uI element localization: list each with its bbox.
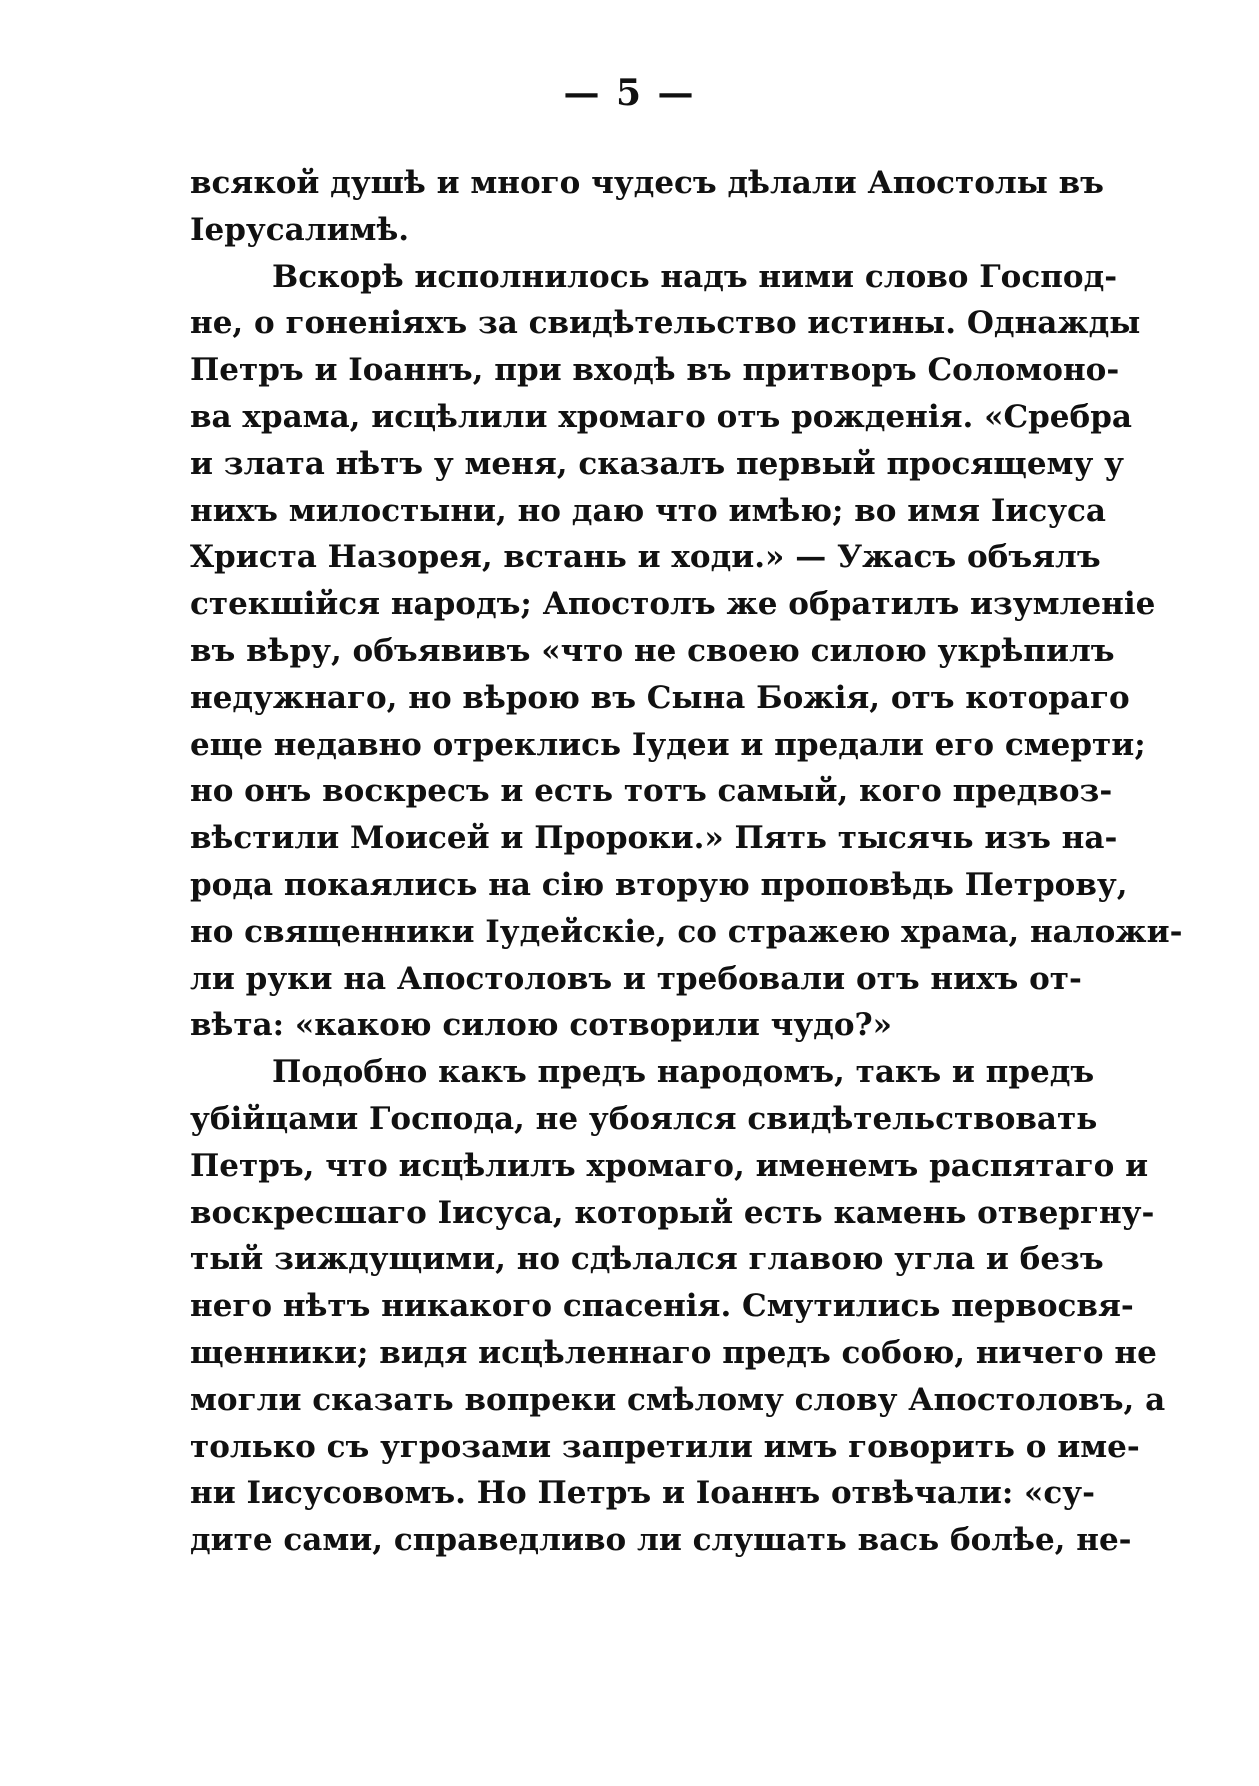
text-line: тый зиждущими, но сдѣлался главою угла и безъ bbox=[190, 1241, 1104, 1278]
text-line: еще недавно отреклись Іудеи и предали его смерти; bbox=[190, 726, 1146, 763]
text-line: рода покаялись на сію вторую проповѣдь Петрову, bbox=[190, 866, 1128, 903]
text-line: Христа Назорея, встань и ходи.» — Ужасъ объялъ bbox=[190, 539, 1101, 576]
page-number: — 5 — bbox=[563, 72, 696, 114]
body-text bbox=[190, 160, 1183, 1564]
text-line: Іерусалимѣ. bbox=[190, 211, 410, 248]
text-line: убійцами Господа, не убоялся свидѣтельствовать bbox=[190, 1100, 1098, 1137]
text-line: дите сами, справедливо ли слушать вась болѣе, не- bbox=[190, 1522, 1132, 1559]
text-line: него нѣтъ никакого спасенія. Смутились первосвя- bbox=[190, 1288, 1134, 1325]
text-line: только съ угрозами запретили имъ говорить о име- bbox=[190, 1428, 1140, 1465]
text-line: нихъ милостыни, но даю что имѣю; во имя Іисуса bbox=[190, 492, 1107, 529]
text-line: но онъ воскресъ и есть тотъ самый, кого предвоз- bbox=[190, 773, 1113, 810]
text-line: вѣта: «какою силою сотворили чудо?» bbox=[190, 1007, 893, 1044]
text-line: Подобно какъ предъ народомъ, такъ и предъ bbox=[272, 1054, 1095, 1091]
text-line: могли сказать вопреки смѣлому слову Апостоловъ, а bbox=[190, 1381, 1166, 1418]
text-line: воскресшаго Іисуса, который есть камень отвергну- bbox=[190, 1194, 1155, 1231]
text-line: Петръ и Іоаннъ, при входѣ въ притворъ Соломоно- bbox=[190, 352, 1120, 389]
text-line: щенники; видя исцѣленнаго предъ собою, ничего не bbox=[190, 1334, 1157, 1371]
text-line: недужнаго, но вѣрою въ Сына Божія, отъ котораго bbox=[190, 679, 1130, 716]
text-line: и злата нѣтъ у меня, сказалъ первый просящему у bbox=[190, 445, 1124, 482]
text-line: Вскорѣ исполнилось надъ ними слово Господ- bbox=[272, 258, 1118, 295]
text-line: въ вѣру, объявивъ «что не своею силою укрѣпилъ bbox=[190, 632, 1115, 669]
text-line: но священники Іудейскіе, со стражею храма, наложи- bbox=[190, 913, 1183, 950]
text-line: стекшійся народъ; Апостолъ же обратилъ изумленіе bbox=[190, 586, 1156, 623]
text-line: Петръ, что исцѣлилъ хромаго, именемъ распятаго и bbox=[190, 1147, 1149, 1184]
text-line: всякой душѣ и много чудесъ дѣлали Апостолы въ bbox=[190, 165, 1104, 201]
text-line: вѣстили Моисей и Пророки.» Пять тысячь изъ на- bbox=[190, 820, 1118, 857]
text-line: ли руки на Апостоловъ и требовали отъ нихъ от- bbox=[190, 960, 1082, 997]
text-line: ни Іисусовомъ. Но Петръ и Іоаннъ отвѣчали: «су- bbox=[190, 1475, 1096, 1512]
text-line: ва храма, исцѣлили хромаго отъ рожденія. «Сребра bbox=[190, 398, 1132, 435]
text-line: не, о гоненіяхъ за свидѣтельство истины. Однажды bbox=[190, 305, 1141, 342]
